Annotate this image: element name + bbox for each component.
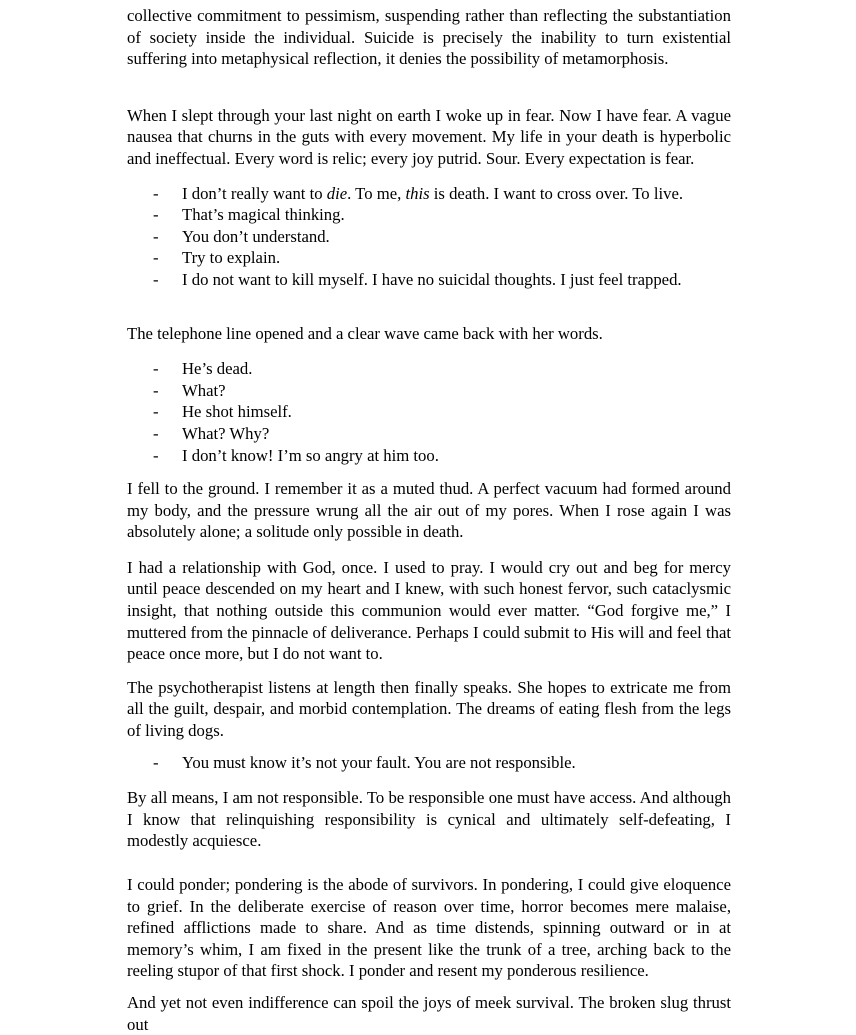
text-run: When I slept through your last night on earth I woke up in fear. Now I have fear. A vague nausea that churns in the guts with every movement. My life in your death is hyperbolic and ineffectual. Every word is relic; every joy putrid. Sour. Every expectation is fear. (127, 105, 731, 168)
dash-marker: - (153, 445, 159, 465)
list-item-text (182, 401, 731, 423)
dash-marker: - (153, 359, 159, 379)
list-item-text (182, 423, 731, 445)
paragraph (127, 787, 731, 852)
list-item-text (182, 247, 731, 269)
list-item (127, 423, 731, 445)
list-item (127, 445, 731, 467)
text-run: By all means, I am not responsible. To be responsible one must have access. And although I know that relinquishing responsibility is cynical and ultimately self-defeating, I modestly acquiesce. (127, 788, 731, 851)
list-item-text (182, 358, 731, 380)
dash-marker: - (153, 423, 159, 443)
dash-list (127, 183, 731, 291)
text-run: The psychotherapist listens at length then finally speaks. She hopes to extricate me from all the guilt, despair, and morbid contemplation. The dreams of eating flesh from the legs of living dogs. (127, 677, 731, 741)
dash-marker: - (153, 380, 159, 400)
list-item (127, 204, 731, 226)
paragraph (127, 323, 731, 345)
dash-list (127, 752, 731, 774)
text-run: That’s magical thinking. (182, 205, 345, 225)
text-run: I don’t know! I’m so angry at him too. (182, 445, 439, 465)
text-run: collective commitment to pessimism, suspending rather than reflecting the substantiation of society inside the individual. Suicide is precisely the inability to turn existential suffering into metaphysical reflection, it denies the possibility of metamorphosis. (127, 6, 731, 69)
text-run: He shot himself. (182, 402, 292, 422)
paragraph (127, 874, 731, 982)
text-run: The telephone line opened and a clear wave came back with her words. (127, 323, 603, 343)
italic-text: this (405, 183, 430, 203)
dash-marker: - (153, 248, 159, 268)
dash-marker: - (153, 226, 159, 246)
text-run: . To me, (347, 183, 406, 203)
list-item-text (182, 752, 731, 774)
paragraph (127, 677, 731, 742)
list-item (127, 226, 731, 248)
dash-marker: - (153, 205, 159, 225)
text-run: You don’t understand. (182, 226, 330, 246)
list-item-text (182, 183, 731, 205)
list-item (127, 247, 731, 269)
text-run: He’s dead. (182, 359, 253, 379)
italic-text: die (326, 183, 348, 203)
list-item (127, 358, 731, 380)
dash-list (127, 358, 731, 466)
list-item-text (182, 204, 731, 226)
text-run: Try to explain. (182, 248, 281, 268)
dash-marker: - (153, 269, 159, 289)
list-item-text (182, 269, 731, 291)
list-item-text (182, 445, 731, 467)
text-run: I do not want to kill myself. I have no suicidal thoughts. I just feel trapped. (182, 269, 682, 289)
dash-marker: - (153, 402, 159, 422)
dash-marker: - (153, 752, 159, 772)
text-run: I could ponder; pondering is the abode of survivors. In pondering, I could give eloquence to grief. In the deliberate exercise of reason over time, horror becomes mere malaise, refined afflictions made to share. And as time distends, spinning outward or in at memory’s whim, I am fixed in the present like the trunk of a tree, arching back to the reeling stupor of that first shock. I ponder and resent my ponderous resilience. (127, 875, 731, 981)
paragraph (127, 5, 731, 70)
text-run: I had a relationship with God, once. I used to pray. I would cry out and beg for mercy until peace descended on my heart and I knew, with such honest fervor, such cataclysmic insight, that nothing outside this communion would ever matter. “God forgive me,” I muttered from the pinnacle of deliverance. Perhaps I could submit to His will and feel that peace once more, but I do not want to. (127, 557, 731, 664)
list-item-text (182, 380, 731, 402)
text-run: What? (182, 380, 226, 400)
paragraph (127, 105, 731, 170)
text-run: What? Why? (182, 423, 270, 443)
paragraph (127, 478, 731, 543)
dash-marker: - (153, 183, 159, 203)
text-run: is death. I want to cross over. To live. (429, 183, 684, 203)
text-run: I fell to the ground. I remember it as a muted thud. A perfect vacuum had formed around my body, and the pressure wrung all the air out of my pores. When I rose again I was absolutely alone; a solitude only possible in death. (127, 479, 731, 542)
text-run: I don’t really want to (182, 183, 327, 203)
list-item-text (182, 226, 731, 248)
list-item (127, 752, 731, 774)
text-run: You must know it’s not your fault. You are not responsible. (182, 752, 576, 772)
list-item (127, 269, 731, 291)
paragraph (127, 557, 731, 665)
paragraph (127, 992, 731, 1035)
list-item (127, 401, 731, 423)
list-item (127, 183, 731, 205)
text-run: And yet not even indifference can spoil the joys of meek survival. The broken slug thrust out (127, 992, 731, 1034)
list-item (127, 380, 731, 402)
